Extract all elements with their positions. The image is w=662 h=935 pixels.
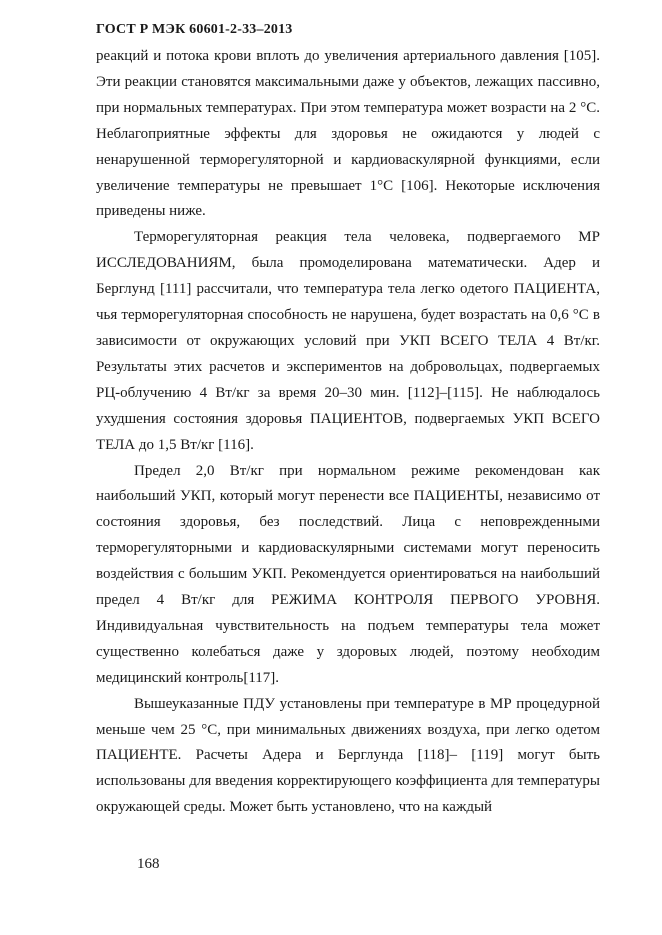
page-number: 168 [137, 856, 160, 872]
body-text [96, 44, 600, 821]
paragraph: Предел 2,0 Вт/кг при нормальном режиме рекомендован как наибольший УКП, который могут перенести все ПАЦИЕНТЫ, независимо от состояния здоровья, без последствий. Лица с неповрежденными терморегуляторными и кардиоваскулярными системами могут переносить воздействия с большим УКП. Рекомендуется ориентироваться на наибольший предел 4 Вт/кг для РЕЖИМА КОНТРОЛЯ ПЕРВОГО УРОВНЯ. Индивидуальная чувствительность на подъем температуры тела может существенно колебаться даже у здоровых людей, поэтому необходим медицинский контроль[117]. [96, 462, 600, 686]
document-header: ГОСТ Р МЭК 60601-2-33–2013 [96, 22, 293, 37]
paragraph-continued: реакций и потока крови вплоть до увеличения артериального давления [105]. Эти реакции становятся максимальными даже у объектов, лежащих пассивно, при нормальных температурах. При этом температура может возрасти на 2 °С. Неблагоприятные эффекты для здоровья не ожидаются у людей с ненарушенной терморегуляторной и кардиоваскулярной функциями, если увеличение температуры не превышает 1°С [106]. Некоторые исключения приведены ниже. [96, 48, 600, 220]
paragraph: Терморегуляторная реакция тела человека, подвергаемого МР ИССЛЕДОВАНИЯМ, была промоделирована математически. Адер и Берглунд [111] рассчитали, что температура тела легко одетого ПАЦИЕНТА, чья терморегуляторная способность не нарушена, будет возрастать на 0,6 °С в зависимости от окружающих условий при УКП ВСЕГО ТЕЛА 4 Вт/кг. Результаты этих расчетов и экспериментов на добровольцах, подвергаемых РЦ-облучению 4 Вт/кг за время 20–30 мин. [112]–[115]. Не наблюдалось ухудшения состояния здоровья ПАЦИЕНТОВ, подвергаемых УКП ВСЕГО ТЕЛА до 1,5 Вт/кг [116]. [96, 229, 600, 453]
paragraph: Вышеуказанные ПДУ установлены при температуре в МР процедурной меньше чем 25 °С, при минимальных движениях воздуха, при легко одетом ПАЦИЕНТЕ. Расчеты Адера и Берглунда [118]– [119] могут быть использованы для введения корректирующего коэффициента для температуры окружающей среды. Может быть установлено, что на каждый [96, 695, 600, 816]
